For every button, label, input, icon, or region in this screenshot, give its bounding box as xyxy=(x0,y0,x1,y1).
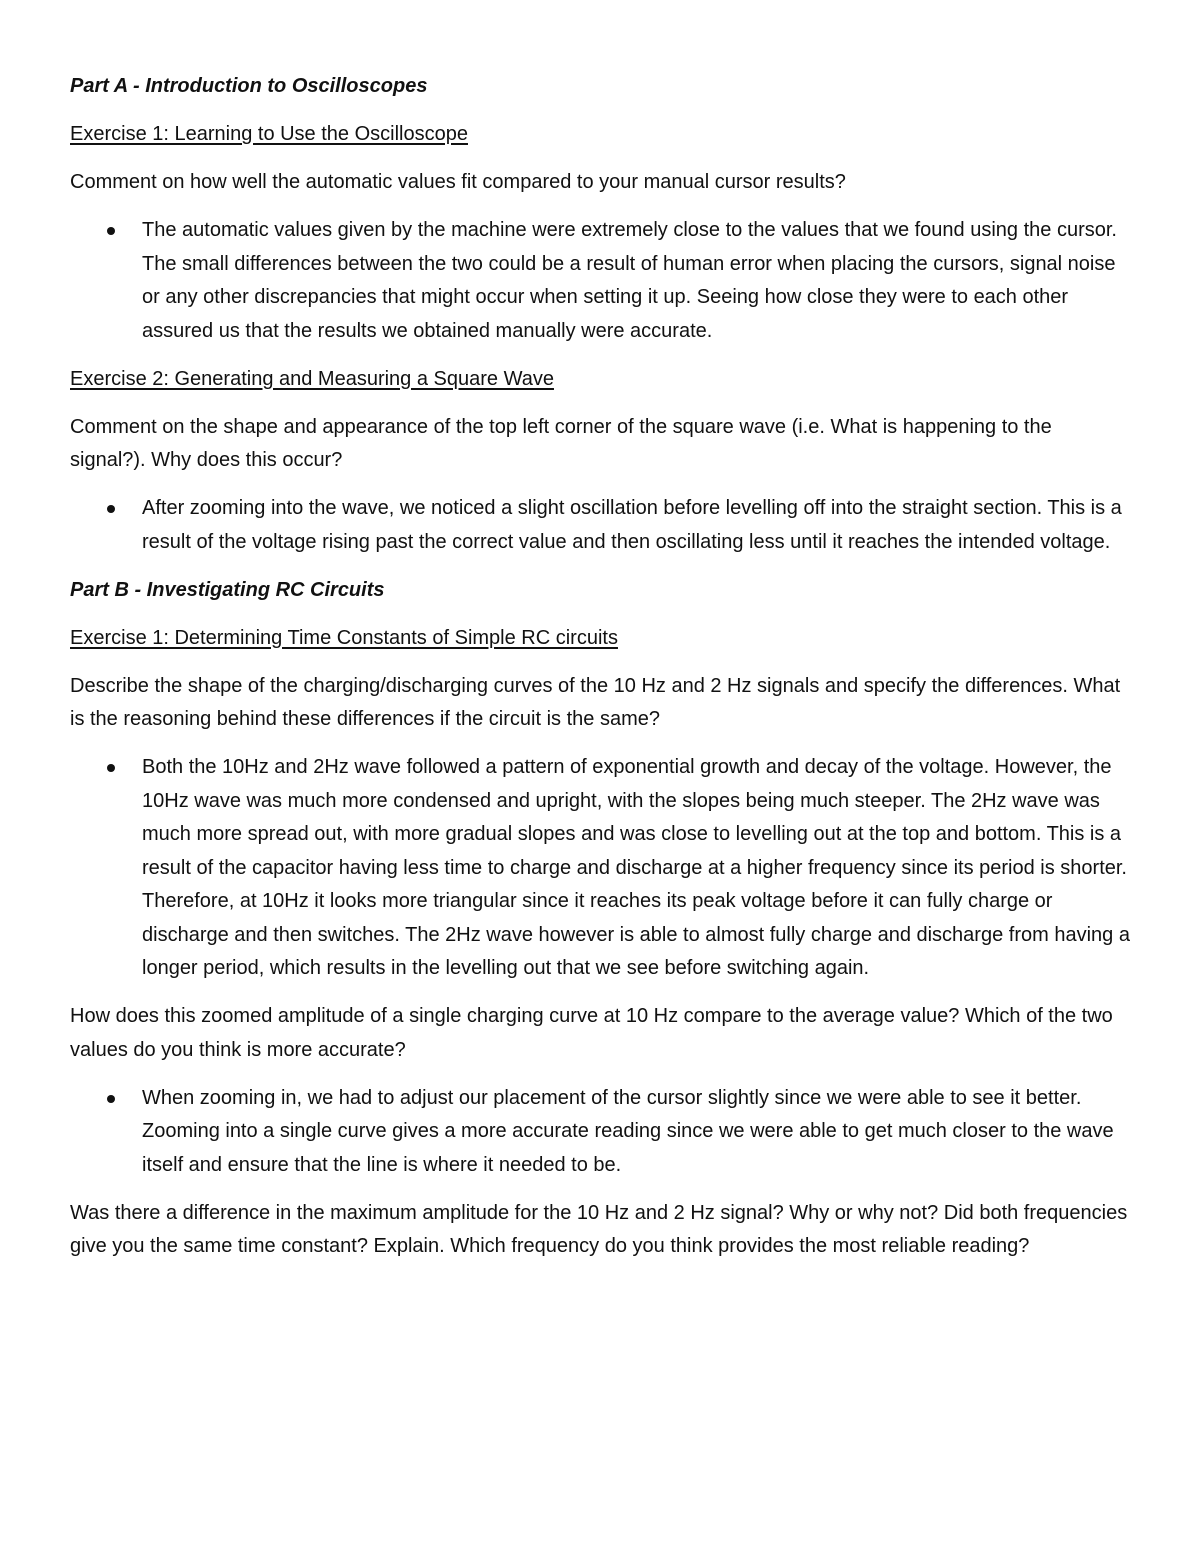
list-item xyxy=(70,492,1130,559)
part-b-answer-2-list xyxy=(70,1082,1130,1183)
bullet-icon xyxy=(107,1095,115,1103)
part-b-answer-1-list xyxy=(70,751,1130,986)
list-item xyxy=(70,214,1130,348)
part-b-question-2: How does this zoomed amplitude of a single charging curve at 10 Hz compare to the average value? Which of the two values do you think is more accurate? xyxy=(70,1005,1113,1061)
part-a-exercise-2-question: Comment on the shape and appearance of the top left corner of the square wave (i.e. What is happening to the signal?). Why does this occur? xyxy=(70,415,1052,471)
part-a-exercise-2-answer: After zooming into the wave, we noticed a slight oscillation before levelling off into the straight section. This is a result of the voltage rising past the correct value and then oscillating less until it reaches the intended voltage. xyxy=(142,497,1122,553)
part-b-question-1: Describe the shape of the charging/discharging curves of the 10 Hz and 2 Hz signals and specify the differences. What is the reasoning behind these differences if the circuit is the same? xyxy=(70,674,1121,730)
part-b-answer-2: When zooming in, we had to adjust our placement of the cursor slightly since we were able to see it better. Zooming into a single curve gives a more accurate reading since we were able to get much closer to the wave itself and ensure that the line is where it needed to be. xyxy=(142,1086,1114,1176)
part-a-heading: Part A - Introduction to Oscilloscopes xyxy=(70,75,428,97)
bullet-icon xyxy=(107,505,115,513)
part-a-exercise-2-heading: Exercise 2: Generating and Measuring a Square Wave xyxy=(70,367,554,390)
bullet-icon xyxy=(107,764,115,772)
part-a-exercise-2-answer-list xyxy=(70,492,1130,559)
list-item xyxy=(70,751,1130,986)
part-a-exercise-1-heading: Exercise 1: Learning to Use the Oscilloscope xyxy=(70,123,468,145)
bullet-icon xyxy=(107,227,115,235)
part-a-exercise-1-answer: The automatic values given by the machine were extremely close to the values that we found using the cursor. The small differences between the two could be a result of human error when placing the cursors, signal noise or any other discrepancies that might occur when setting it up. Seeing how close they were to each other assured us that the results we obtained manually were accurate. xyxy=(142,219,1117,342)
part-b-exercise-1-heading: Exercise 1: Determining Time Constants of Simple RC circuits xyxy=(70,626,618,649)
part-b-heading: Part B - Investigating RC Circuits xyxy=(70,578,385,601)
part-b-answer-1: Both the 10Hz and 2Hz wave followed a pattern of exponential growth and decay of the voltage. However, the 10Hz wave was much more condensed and upright, with the slopes being much steeper. The 2Hz wave was much more spread out, with more gradual slopes and was close to levelling out at the top and bottom. This is a result of the capacitor having less time to charge and discharge at a higher frequency since its period is shorter. Therefore, at 10Hz it looks more triangular since it reaches its peak voltage before it can fully charge or discharge and then switches. The 2Hz wave however is able to almost fully charge and discharge from having a longer period, which results in the levelling out that we see before switching again. xyxy=(142,756,1130,979)
part-a-exercise-1-question: Comment on how well the automatic values fit compared to your manual cursor results? xyxy=(70,171,846,193)
part-a-exercise-1-answer-list xyxy=(70,214,1130,348)
part-b-question-3: Was there a difference in the maximum amplitude for the 10 Hz and 2 Hz signal? Why or why not? Did both frequencies give you the same time constant? Explain. Which frequency do you think provides the most reliable reading? xyxy=(70,1201,1128,1257)
list-item xyxy=(70,1082,1130,1183)
